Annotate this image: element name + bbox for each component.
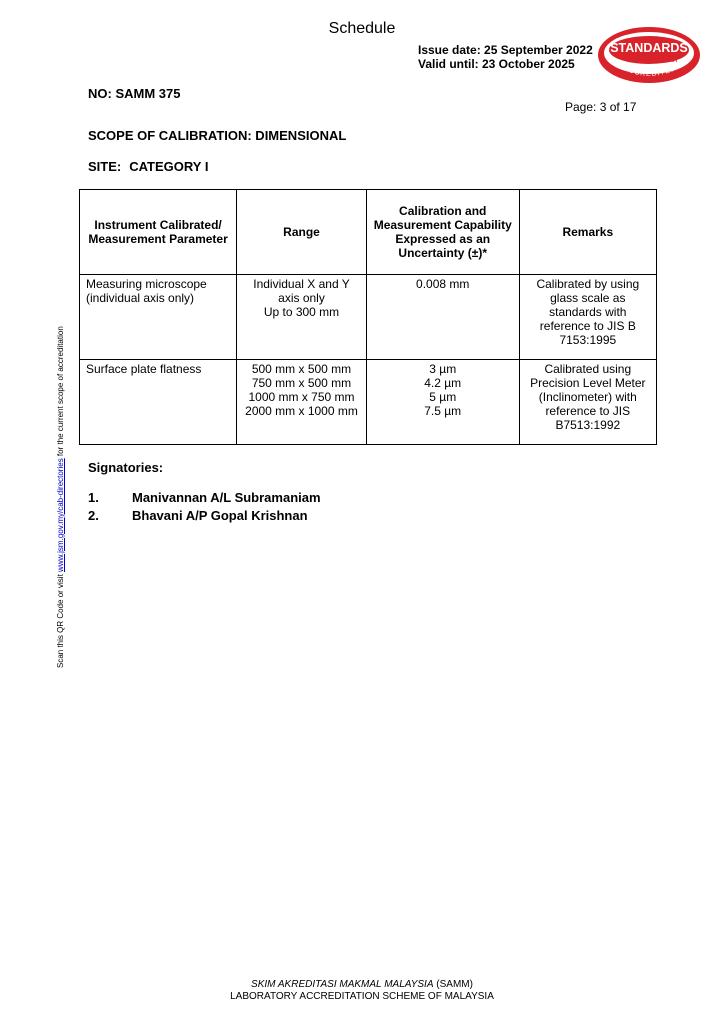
side-note: Scan this QR Code or visit www.jsm.gov.my/cab-directories for the current scope of accreditation	[56, 326, 65, 668]
page-number: Page: 3 of 17	[565, 100, 637, 114]
signatory-item: 2. Bhavani A/P Gopal Krishnan	[88, 508, 308, 523]
cell-instrument: Surface plate flatness	[80, 360, 237, 445]
cell-range: 500 mm x 500 mm 750 mm x 500 mm 1000 mm x 750 mm 2000 mm x 1000 mm	[237, 360, 367, 445]
header-uncertainty: Calibration and Measurement Capability Expressed as an Uncertainty (±)*	[366, 190, 519, 275]
site-label: SITE:	[88, 159, 122, 174]
standards-malaysia-accredited-logo	[597, 26, 701, 84]
valid-until: Valid until: 23 October 2025	[418, 57, 575, 71]
footer-line-1: SKIM AKREDITASI MAKMAL MALAYSIA (SAMM)	[251, 979, 473, 990]
cell-remarks: Calibrated by using glass scale as standards with reference to JIS B 7153:1995	[519, 275, 656, 360]
header-remarks: Remarks	[519, 190, 656, 275]
footer-line-2: LABORATORY ACCREDITATION SCHEME OF MALAYSIA	[230, 991, 494, 1002]
page-title: Schedule	[328, 20, 396, 37]
issue-date: Issue date: 25 September 2022	[418, 43, 593, 57]
calibration-table	[79, 189, 657, 445]
logo-sub-text: MALAYSIA	[646, 58, 678, 64]
table-header-row	[80, 190, 657, 275]
cell-instrument: Measuring microscope (individual axis only)	[80, 275, 237, 360]
logo-main-text: STANDARDS	[610, 41, 688, 55]
footer	[0, 979, 724, 1003]
issue-validity-block	[418, 43, 593, 71]
header-instrument: Instrument Calibrated/ Measurement Parameter	[80, 190, 237, 275]
cell-remarks: Calibrated using Precision Level Meter (Inclinometer) with reference to JIS B7513:1992	[519, 360, 656, 445]
cell-uncertainty: 3 µm 4.2 µm 5 µm 7.5 µm	[366, 360, 519, 445]
cell-range: Individual X and Y axis only Up to 300 mm	[237, 275, 367, 360]
signatories-heading: Signatories:	[88, 460, 164, 475]
site-heading	[88, 159, 208, 174]
site-value: CATEGORY I	[129, 159, 209, 174]
scope-heading: SCOPE OF CALIBRATION: DIMENSIONAL	[88, 128, 347, 143]
cell-uncertainty: 0.008 mm	[366, 275, 519, 360]
header-range: Range	[237, 190, 367, 275]
document-number: NO: SAMM 375	[88, 86, 181, 101]
cab-directories-link[interactable]: www.jsm.gov.my/cab-directories	[56, 458, 65, 572]
table-row	[80, 275, 657, 360]
signatory-item: 1. Manivannan A/L Subramaniam	[88, 490, 321, 505]
table-row	[80, 360, 657, 445]
logo-arc-text: ACCREDITED	[622, 64, 678, 79]
